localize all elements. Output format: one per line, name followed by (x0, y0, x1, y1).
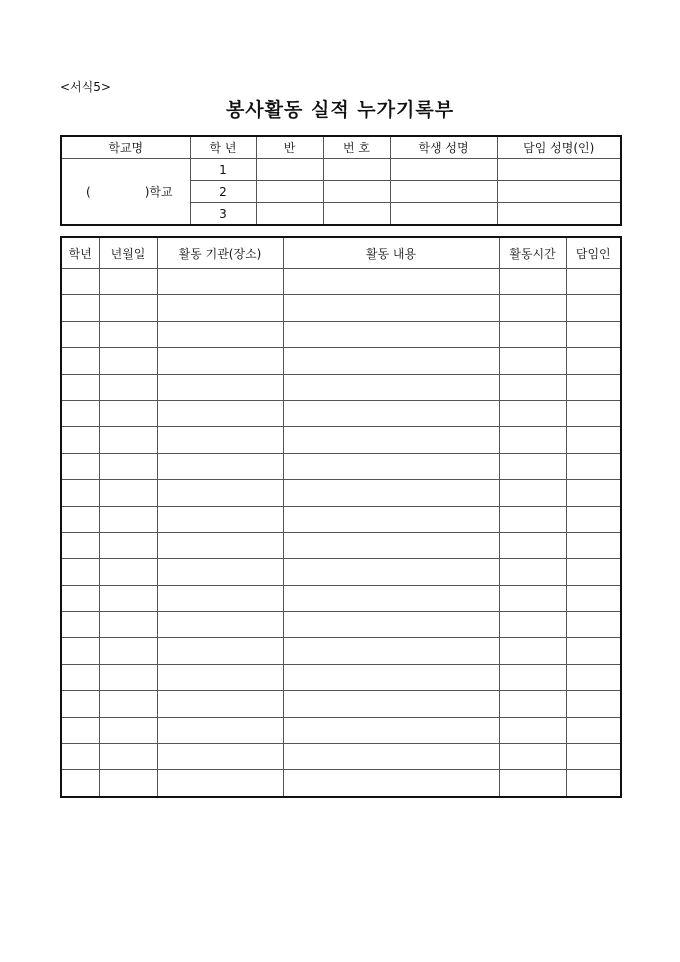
hours-input-cell[interactable] (499, 480, 566, 506)
date-input-cell[interactable] (99, 480, 157, 506)
seal-input-cell[interactable] (566, 348, 621, 374)
content-input-cell[interactable] (283, 506, 499, 532)
place-input-cell[interactable] (157, 770, 283, 797)
header-teacher-seal: 담임인 (566, 237, 621, 269)
hours-input-cell[interactable] (499, 532, 566, 558)
seal-input-cell[interactable] (566, 269, 621, 295)
seal-input-cell[interactable] (566, 638, 621, 664)
place-input-cell[interactable] (157, 612, 283, 638)
place-input-cell[interactable] (157, 532, 283, 558)
header-number: 번 호 (323, 136, 390, 159)
place-input-cell[interactable] (157, 638, 283, 664)
header-grade: 학 년 (190, 136, 256, 159)
hours-input-cell[interactable] (499, 770, 566, 797)
number-input-cell[interactable] (323, 159, 390, 181)
teacher-name-input-cell[interactable] (497, 203, 621, 226)
log-row (61, 480, 621, 506)
number-input-cell[interactable] (323, 203, 390, 226)
place-input-cell[interactable] (157, 506, 283, 532)
content-input-cell[interactable] (283, 374, 499, 400)
date-input-cell[interactable] (99, 400, 157, 426)
grade-input-cell[interactable] (61, 532, 99, 558)
content-input-cell[interactable] (283, 664, 499, 690)
log-body (61, 269, 621, 797)
log-row (61, 453, 621, 479)
header-school-name: 학교명 (61, 136, 190, 159)
date-input-cell[interactable] (99, 770, 157, 797)
grade-input-cell[interactable] (61, 664, 99, 690)
header-activity-hours: 활동시간 (499, 237, 566, 269)
student-info-table (60, 135, 622, 226)
date-input-cell[interactable] (99, 559, 157, 585)
date-input-cell[interactable] (99, 427, 157, 453)
class-input-cell[interactable] (256, 159, 323, 181)
content-input-cell[interactable] (283, 348, 499, 374)
log-row (61, 427, 621, 453)
hours-input-cell[interactable] (499, 321, 566, 347)
place-input-cell[interactable] (157, 348, 283, 374)
hours-input-cell[interactable] (499, 269, 566, 295)
date-input-cell[interactable] (99, 612, 157, 638)
date-input-cell[interactable] (99, 664, 157, 690)
content-input-cell[interactable] (283, 400, 499, 426)
hours-input-cell[interactable] (499, 400, 566, 426)
place-input-cell[interactable] (157, 691, 283, 717)
log-row (61, 348, 621, 374)
content-input-cell[interactable] (283, 638, 499, 664)
info-row-grade-1 (61, 159, 621, 181)
date-input-cell[interactable] (99, 744, 157, 770)
grade-input-cell[interactable] (61, 321, 99, 347)
date-input-cell[interactable] (99, 321, 157, 347)
seal-input-cell[interactable] (566, 321, 621, 347)
log-row (61, 269, 621, 295)
date-input-cell[interactable] (99, 506, 157, 532)
date-input-cell[interactable] (99, 295, 157, 321)
activity-log-table (60, 236, 622, 798)
log-header-row (61, 237, 621, 269)
grade-input-cell[interactable] (61, 269, 99, 295)
hours-input-cell[interactable] (499, 585, 566, 611)
grade-input-cell[interactable] (61, 374, 99, 400)
content-input-cell[interactable] (283, 321, 499, 347)
content-input-cell[interactable] (283, 770, 499, 797)
seal-input-cell[interactable] (566, 612, 621, 638)
content-input-cell[interactable] (283, 585, 499, 611)
date-input-cell[interactable] (99, 717, 157, 743)
log-row (61, 506, 621, 532)
class-input-cell[interactable] (256, 203, 323, 226)
log-row (61, 321, 621, 347)
hours-input-cell[interactable] (499, 717, 566, 743)
place-input-cell[interactable] (157, 559, 283, 585)
seal-input-cell[interactable] (566, 664, 621, 690)
seal-input-cell[interactable] (566, 559, 621, 585)
grade-input-cell[interactable] (61, 770, 99, 797)
student-name-input-cell[interactable] (390, 203, 497, 226)
content-input-cell[interactable] (283, 269, 499, 295)
seal-input-cell[interactable] (566, 295, 621, 321)
grade-input-cell[interactable] (61, 400, 99, 426)
seal-input-cell[interactable] (566, 453, 621, 479)
place-input-cell[interactable] (157, 295, 283, 321)
grade-input-cell[interactable] (61, 453, 99, 479)
header-activity-place: 활동 기관(장소) (157, 237, 283, 269)
log-row (61, 585, 621, 611)
log-row (61, 638, 621, 664)
date-input-cell[interactable] (99, 585, 157, 611)
grade-input-cell[interactable] (61, 480, 99, 506)
content-input-cell[interactable] (283, 612, 499, 638)
place-input-cell[interactable] (157, 480, 283, 506)
log-row (61, 295, 621, 321)
grade-input-cell[interactable] (61, 427, 99, 453)
grade-input-cell[interactable] (61, 559, 99, 585)
student-name-input-cell[interactable] (390, 159, 497, 181)
hours-input-cell[interactable] (499, 744, 566, 770)
log-row (61, 532, 621, 558)
log-row (61, 717, 621, 743)
grade-input-cell[interactable] (61, 506, 99, 532)
school-open-paren: ( (86, 185, 91, 199)
hours-input-cell[interactable] (499, 427, 566, 453)
place-input-cell[interactable] (157, 321, 283, 347)
grade-input-cell[interactable] (61, 585, 99, 611)
hours-input-cell[interactable] (499, 506, 566, 532)
content-input-cell[interactable] (283, 559, 499, 585)
seal-input-cell[interactable] (566, 400, 621, 426)
grade-input-cell[interactable] (61, 744, 99, 770)
hours-input-cell[interactable] (499, 664, 566, 690)
grade-input-cell[interactable] (61, 691, 99, 717)
grade-cell: 2 (190, 181, 256, 203)
place-input-cell[interactable] (157, 400, 283, 426)
seal-input-cell[interactable] (566, 427, 621, 453)
teacher-name-input-cell[interactable] (497, 181, 621, 203)
header-class: 반 (256, 136, 323, 159)
date-input-cell[interactable] (99, 269, 157, 295)
log-row (61, 770, 621, 797)
date-input-cell[interactable] (99, 638, 157, 664)
seal-input-cell[interactable] (566, 480, 621, 506)
header-activity-content: 활동 내용 (283, 237, 499, 269)
hours-input-cell[interactable] (499, 691, 566, 717)
grade-cell: 3 (190, 203, 256, 226)
content-input-cell[interactable] (283, 453, 499, 479)
date-input-cell[interactable] (99, 691, 157, 717)
seal-input-cell[interactable] (566, 585, 621, 611)
hours-input-cell[interactable] (499, 295, 566, 321)
place-input-cell[interactable] (157, 664, 283, 690)
grade-input-cell[interactable] (61, 638, 99, 664)
date-input-cell[interactable] (99, 453, 157, 479)
log-row (61, 400, 621, 426)
hours-input-cell[interactable] (499, 612, 566, 638)
date-input-cell[interactable] (99, 348, 157, 374)
content-input-cell[interactable] (283, 744, 499, 770)
date-input-cell[interactable] (99, 532, 157, 558)
form-number-label: <서식5> (60, 80, 111, 94)
hours-input-cell[interactable] (499, 348, 566, 374)
hours-input-cell[interactable] (499, 374, 566, 400)
seal-input-cell[interactable] (566, 374, 621, 400)
hours-input-cell[interactable] (499, 559, 566, 585)
school-suffix: )학교 (144, 185, 173, 199)
log-row (61, 374, 621, 400)
school-name-cell[interactable] (61, 159, 190, 226)
hours-input-cell[interactable] (499, 453, 566, 479)
seal-input-cell[interactable] (566, 506, 621, 532)
content-input-cell[interactable] (283, 480, 499, 506)
seal-input-cell[interactable] (566, 717, 621, 743)
place-input-cell[interactable] (157, 453, 283, 479)
grade-input-cell[interactable] (61, 295, 99, 321)
teacher-name-input-cell[interactable] (497, 159, 621, 181)
log-row (61, 744, 621, 770)
header-date: 년월일 (99, 237, 157, 269)
seal-input-cell[interactable] (566, 770, 621, 797)
info-header-row (61, 136, 621, 159)
number-input-cell[interactable] (323, 181, 390, 203)
date-input-cell[interactable] (99, 374, 157, 400)
student-name-input-cell[interactable] (390, 181, 497, 203)
log-row (61, 691, 621, 717)
place-input-cell[interactable] (157, 427, 283, 453)
place-input-cell[interactable] (157, 585, 283, 611)
grade-input-cell[interactable] (61, 612, 99, 638)
content-input-cell[interactable] (283, 427, 499, 453)
seal-input-cell[interactable] (566, 691, 621, 717)
grade-input-cell[interactable] (61, 348, 99, 374)
place-input-cell[interactable] (157, 269, 283, 295)
grade-input-cell[interactable] (61, 717, 99, 743)
class-input-cell[interactable] (256, 181, 323, 203)
place-input-cell[interactable] (157, 374, 283, 400)
document-title: 봉사활동 실적 누가기록부 (225, 99, 455, 121)
header-student-name: 학생 성명 (390, 136, 497, 159)
header-grade: 학년 (61, 237, 99, 269)
content-input-cell[interactable] (283, 691, 499, 717)
grade-cell: 1 (190, 159, 256, 181)
content-input-cell[interactable] (283, 532, 499, 558)
log-row (61, 559, 621, 585)
log-row (61, 664, 621, 690)
header-homeroom-teacher: 담임 성명(인) (497, 136, 621, 159)
content-input-cell[interactable] (283, 717, 499, 743)
content-input-cell[interactable] (283, 295, 499, 321)
seal-input-cell[interactable] (566, 744, 621, 770)
log-row (61, 612, 621, 638)
seal-input-cell[interactable] (566, 532, 621, 558)
place-input-cell[interactable] (157, 744, 283, 770)
hours-input-cell[interactable] (499, 638, 566, 664)
place-input-cell[interactable] (157, 717, 283, 743)
